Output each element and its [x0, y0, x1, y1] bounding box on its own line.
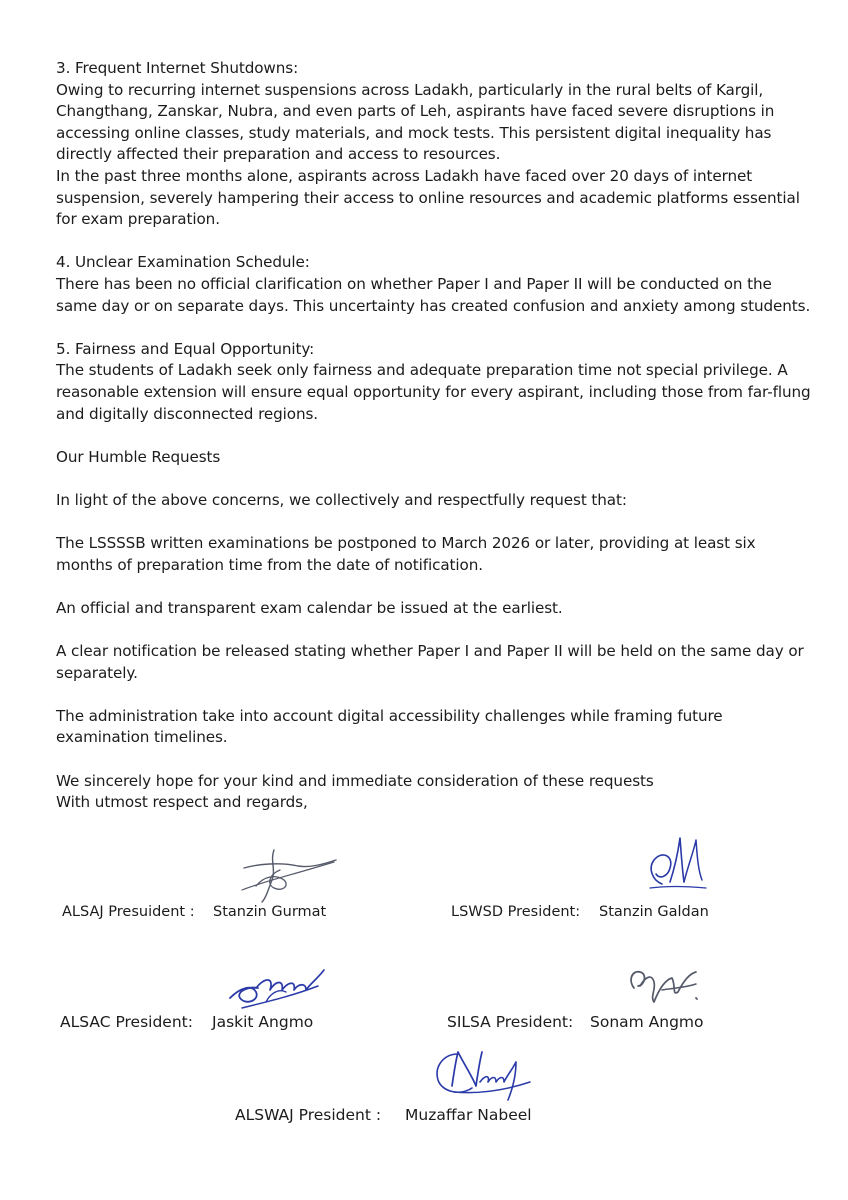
requests-intro: In light of the above concerns, we collectively and respectfully request that:	[56, 490, 627, 509]
closing-line: With utmost respect and regards,	[56, 793, 308, 812]
section-heading: 4. Unclear Examination Schedule:	[56, 253, 310, 272]
signature-jaskit-angmo	[226, 958, 330, 1014]
signature-muzaffar-nabeel	[430, 1042, 534, 1106]
request-item: The LSSSSB written examinations be postponed to March 2026 or later, providing at least six months of preparation time from the date of notification.	[56, 534, 756, 574]
signatory-name: Stanzin Gurmat	[213, 904, 327, 920]
section-heading: 3. Frequent Internet Shutdowns:	[56, 59, 299, 77]
section-paragraph: There has been no official clarification on whether Paper I and Paper II will be conducted on the same day or on separate days. This uncertainty has created confusion and anxiety among students.	[56, 274, 811, 315]
signatory-label: ALSAC President:	[60, 1013, 193, 1031]
signatory-name: Stanzin Galdan	[599, 904, 709, 920]
signatory-label: ALSAJ Presuident :	[62, 904, 195, 920]
request-item: The administration take into account digital accessibility challenges while framing future examination timelines.	[56, 706, 723, 747]
signatory-label: ALSWAJ President :	[235, 1106, 382, 1124]
section-heading: 5. Fairness and Equal Opportunity:	[56, 339, 315, 358]
closing-line: We sincerely hope for your kind and immediate consideration of these requests	[56, 771, 654, 790]
signature-stanzin-gurmat	[236, 846, 340, 904]
signatory-name: Jaskit Angmo	[212, 1013, 314, 1031]
section-paragraph: Owing to recurring internet suspensions across Ladakh, particularly in the rural belts of Kargil, Changthang, Zanskar, Nubra, and even parts of Leh, aspirants have faced severe disruptions in accessing online classes, study materials, and mock tests. This persistent digital inequality has directly affected their preparation and access to resources.	[56, 80, 775, 164]
request-item: A clear notification be released stating whether Paper I and Paper II will be held on the same day or separately.	[56, 642, 804, 682]
section-paragraph: In the past three months alone, aspirants across Ladakh have faced over 20 days of internet suspension, severely hampering their access to online resources and academic platforms essential for exam preparation.	[56, 166, 800, 229]
section-paragraph: The students of Ladakh seek only fairness and adequate preparation time not special privilege. A reasonable extension will ensure equal opportunity for every aspirant, including those from far-flung and digitally disconnected regions.	[56, 361, 811, 423]
signature-sonam-angmo	[622, 962, 702, 1010]
signature-stanzin-galdan	[640, 830, 710, 900]
letter-body	[56, 58, 816, 814]
signatory-name: Sonam Angmo	[590, 1013, 704, 1031]
requests-heading: Our Humble Requests	[56, 447, 221, 466]
signatory-name: Muzaffar Nabeel	[405, 1106, 532, 1124]
signatory-label: LSWSD President:	[451, 904, 581, 920]
request-item: An official and transparent exam calendar be issued at the earliest.	[56, 598, 563, 617]
signatory-label: SILSA President:	[447, 1013, 574, 1031]
